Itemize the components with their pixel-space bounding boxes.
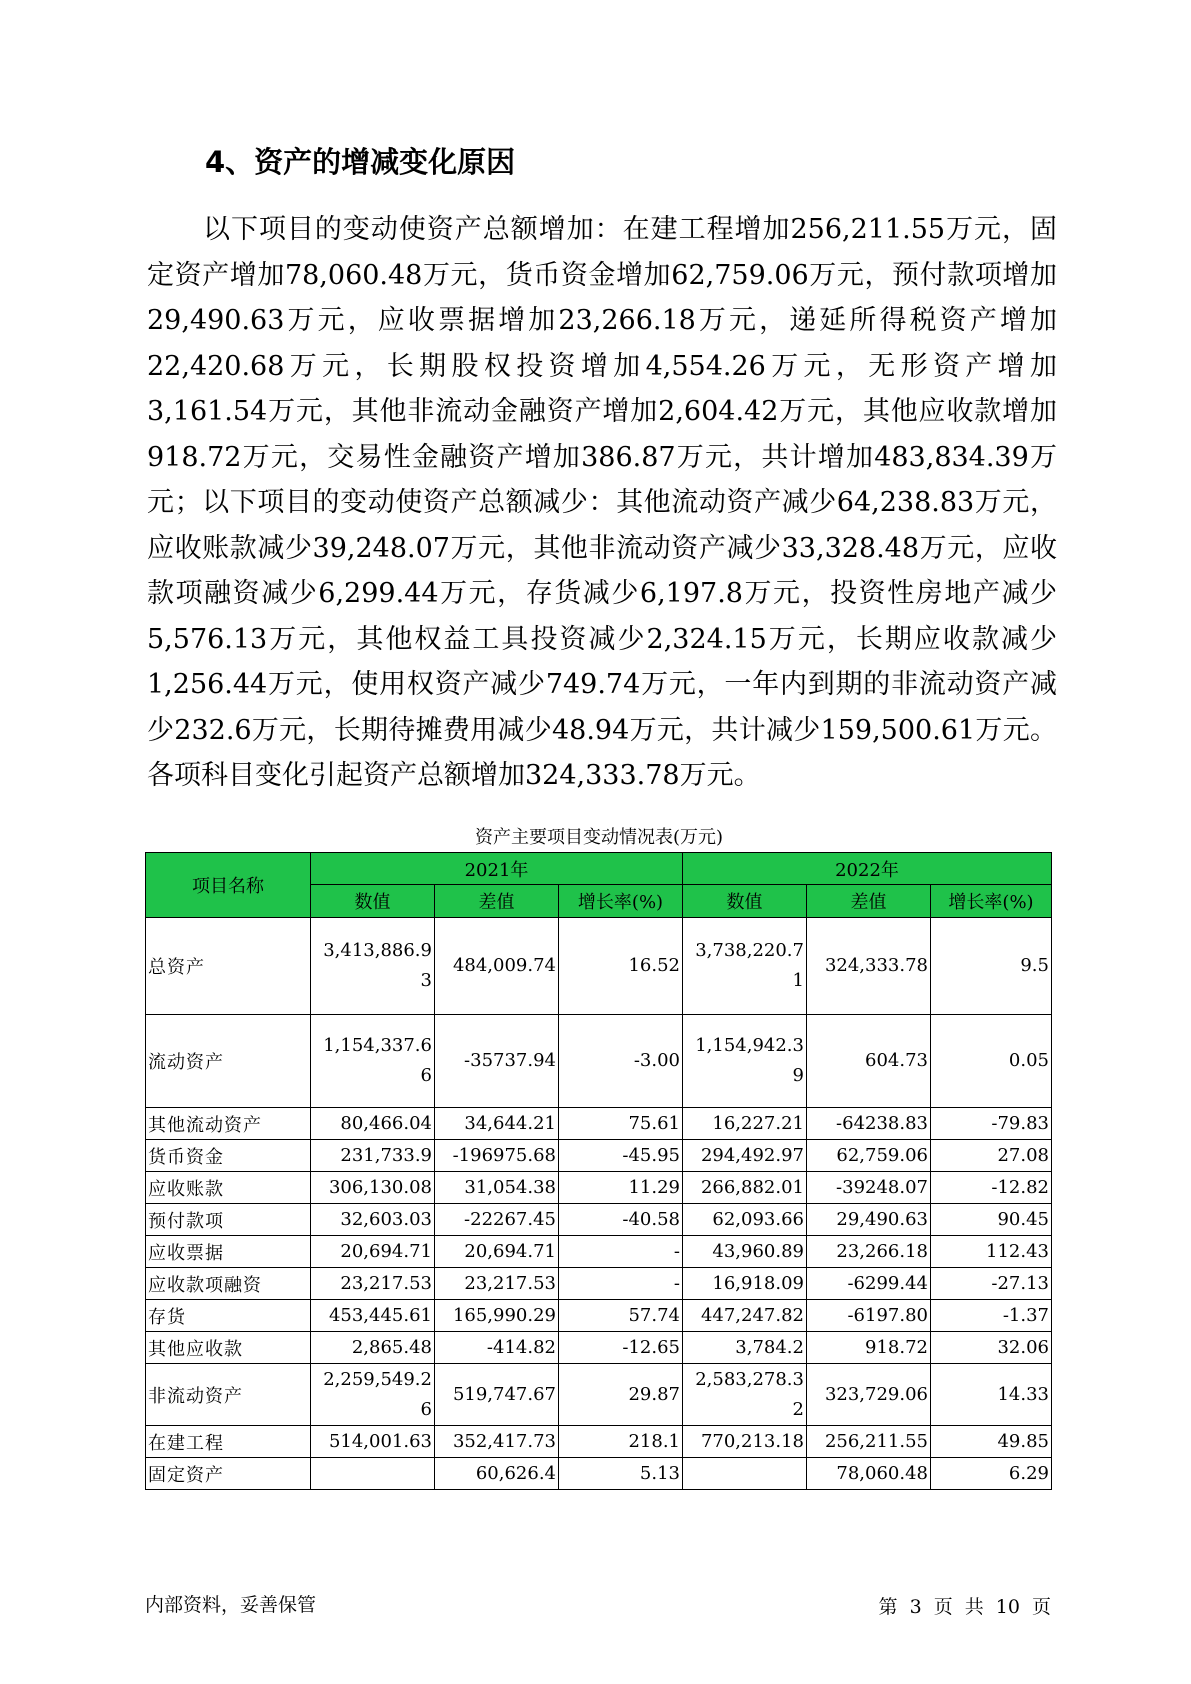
cell-2022-value: 770,213.18 [683,1426,807,1458]
cell-2021-value: 2,259,549.26 [311,1364,435,1426]
cell-2021-rate: 218.1 [559,1426,683,1458]
row-name: 流动资产 [146,1015,311,1108]
cell-2021-diff: 165,990.29 [435,1300,559,1332]
row-name: 应收票据 [146,1236,311,1268]
cell-2021-diff: -196975.68 [435,1140,559,1172]
section-paragraph: 以下项目的变动使资产总额增加：在建工程增加256,211.55万元，固定资产增加78,060.48万元，货币资金增加62,759.06万元，预付款项增加29,490.63万元，应收票据增加23,266.18万元，递延所得税资产增加22,420.68万元，长期股权投资增加4,554.26万元，无形资产增加3,161.54万元，其他非流动金融资产增加2,604.42万元，其他应收款增加918.72万元，交易性金融资产增加386.87万元，共计增加483,834.39万元；以下项目的变动使资产总额减少：其他流动资产减少64,238.83万元，应收账款减少39,248.07万元，其他非流动资产减少33,328.48万元，应收款项融资减少6,299.44万元，存货减少6,197.8万元，投资性房地产减少5,576.13万元，其他权益工具投资减少2,324.15万元，长期应收款减少1,256.44万元，使用权资产减少749.74万元，一年内到期的非流动资产减少232.6万元，长期待摊费用减少48.94万元，共计减少159,500.61万元。各项科目变化引起资产总额增加324,333.78万元。 [147,214,1057,791]
table-row [146,1172,1052,1204]
cell-2021-diff: 352,417.73 [435,1426,559,1458]
cell-2022-rate: 14.33 [931,1364,1052,1426]
cell-2021-rate: - [559,1268,683,1300]
cell-2022-rate: -27.13 [931,1268,1052,1300]
cell-2021-value: 453,445.61 [311,1300,435,1332]
table-row [146,1332,1052,1364]
cell-2021-value: 306,130.08 [311,1172,435,1204]
cell-2021-rate: -12.65 [559,1332,683,1364]
header-2022-rate: 增长率(%) [931,885,1052,918]
header-year-2021: 2021年 [311,853,683,885]
header-year-2022: 2022年 [683,853,1052,885]
cell-2022-value: 62,093.66 [683,1204,807,1236]
header-2022-diff: 差值 [807,885,931,918]
header-2021-value: 数值 [311,885,435,918]
cell-2021-rate: -3.00 [559,1015,683,1108]
cell-2021-rate: 11.29 [559,1172,683,1204]
row-name: 应收款项融资 [146,1268,311,1300]
cell-2022-rate: 0.05 [931,1015,1052,1108]
cell-2022-rate: 112.43 [931,1236,1052,1268]
cell-2021-rate: 16.52 [559,918,683,1015]
table-row [146,1140,1052,1172]
table-row [146,1268,1052,1300]
cell-2021-value: 1,154,337.66 [311,1015,435,1108]
cell-2022-rate: 9.5 [931,918,1052,1015]
table-row [146,1015,1052,1108]
cell-2021-value: 80,466.04 [311,1108,435,1140]
cell-2022-diff: 324,333.78 [807,918,931,1015]
assets-change-table [145,852,1052,1490]
cell-2022-rate: -79.83 [931,1108,1052,1140]
cell-2022-diff: 78,060.48 [807,1458,931,1490]
row-name: 在建工程 [146,1426,311,1458]
table-row [146,1204,1052,1236]
cell-2022-rate: 49.85 [931,1426,1052,1458]
cell-2022-rate: 27.08 [931,1140,1052,1172]
cell-2022-diff: 918.72 [807,1332,931,1364]
cell-2022-value: 447,247.82 [683,1300,807,1332]
cell-2022-diff: 604.73 [807,1015,931,1108]
cell-2022-diff: 29,490.63 [807,1204,931,1236]
cell-2021-rate: -45.95 [559,1140,683,1172]
header-2021-rate: 增长率(%) [559,885,683,918]
cell-2022-value: 43,960.89 [683,1236,807,1268]
cell-2022-rate: 6.29 [931,1458,1052,1490]
cell-2022-value: 266,882.01 [683,1172,807,1204]
cell-2021-rate: - [559,1236,683,1268]
cell-2022-value: 3,784.2 [683,1332,807,1364]
cell-2021-diff: 23,217.53 [435,1268,559,1300]
row-name: 货币资金 [146,1140,311,1172]
row-name: 预付款项 [146,1204,311,1236]
table-header-row-years [146,853,1052,885]
cell-2021-diff: 20,694.71 [435,1236,559,1268]
cell-2022-diff: 23,266.18 [807,1236,931,1268]
cell-2021-value: 3,413,886.93 [311,918,435,1015]
cell-2022-diff: -6197.80 [807,1300,931,1332]
footer-page-number: 第 3 页 共 10 页 [878,1596,1051,1618]
row-name: 其他流动资产 [146,1108,311,1140]
table-row [146,1236,1052,1268]
cell-2021-value: 20,694.71 [311,1236,435,1268]
cell-2022-rate: 32.06 [931,1332,1052,1364]
cell-2022-rate: 90.45 [931,1204,1052,1236]
cell-2021-diff: 60,626.4 [435,1458,559,1490]
header-2021-diff: 差值 [435,885,559,918]
row-name: 固定资产 [146,1458,311,1490]
cell-2021-value: 23,217.53 [311,1268,435,1300]
cell-2021-rate: 57.74 [559,1300,683,1332]
footer-confidential-note: 内部资料，妥善保管 [145,1594,317,1616]
row-name: 非流动资产 [146,1364,311,1426]
row-name: 应收账款 [146,1172,311,1204]
cell-2022-rate: -1.37 [931,1300,1052,1332]
table-row [146,1426,1052,1458]
row-name: 其他应收款 [146,1332,311,1364]
cell-2021-value: 2,865.48 [311,1332,435,1364]
row-name: 总资产 [146,918,311,1015]
cell-2022-value: 16,918.09 [683,1268,807,1300]
cell-2022-diff: 62,759.06 [807,1140,931,1172]
cell-2021-diff: -414.82 [435,1332,559,1364]
cell-2022-diff: -6299.44 [807,1268,931,1300]
table-row [146,1108,1052,1140]
table-row [146,1300,1052,1332]
cell-2022-diff: -39248.07 [807,1172,931,1204]
cell-2022-value: 16,227.21 [683,1108,807,1140]
cell-2021-diff: -35737.94 [435,1015,559,1108]
section-heading: 4、资产的增减变化原因 [205,145,516,179]
header-2022-value: 数值 [683,885,807,918]
table-row [146,1458,1052,1490]
table-caption: 资产主要项目变动情况表(万元) [474,827,724,848]
cell-2022-rate: -12.82 [931,1172,1052,1204]
row-name: 存货 [146,1300,311,1332]
cell-2021-value: 32,603.03 [311,1204,435,1236]
cell-2021-diff: 34,644.21 [435,1108,559,1140]
cell-2021-rate: 29.87 [559,1364,683,1426]
table-row [146,1364,1052,1426]
cell-2021-value: 514,001.63 [311,1426,435,1458]
cell-2021-diff: 484,009.74 [435,918,559,1015]
header-item-name: 项目名称 [146,853,311,918]
cell-2022-value: 2,583,278.32 [683,1364,807,1426]
cell-2021-value: 231,733.9 [311,1140,435,1172]
cell-2021-rate: -40.58 [559,1204,683,1236]
cell-2022-value: 1,154,942.39 [683,1015,807,1108]
cell-2021-diff: 519,747.67 [435,1364,559,1426]
cell-2022-value: 294,492.97 [683,1140,807,1172]
cell-2022-diff: -64238.83 [807,1108,931,1140]
cell-2021-diff: 31,054.38 [435,1172,559,1204]
cell-2021-rate: 5.13 [559,1458,683,1490]
cell-2021-value [311,1458,435,1490]
cell-2022-diff: 323,729.06 [807,1364,931,1426]
cell-2022-value [683,1458,807,1490]
cell-2022-diff: 256,211.55 [807,1426,931,1458]
cell-2021-rate: 75.61 [559,1108,683,1140]
cell-2022-value: 3,738,220.71 [683,918,807,1015]
table-row [146,918,1052,1015]
cell-2021-diff: -22267.45 [435,1204,559,1236]
